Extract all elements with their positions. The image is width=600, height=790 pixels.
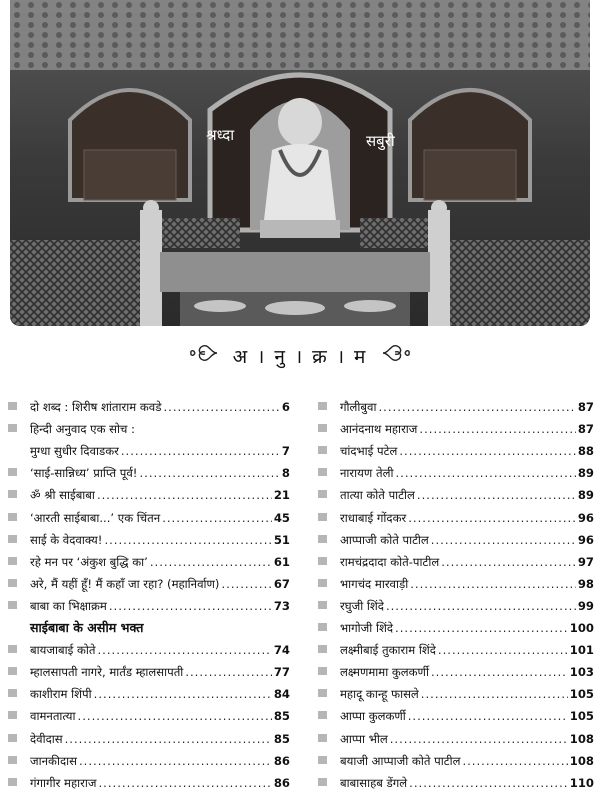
bullet-square-icon [318,734,327,742]
dot-leader [139,466,279,480]
entry-title: लक्ष्मणमामा कुलकर्णी [340,665,429,680]
entry-title: साई के वेदवाक्य! [30,532,103,547]
entry-title: महादू कान्हू फासले [340,687,419,702]
inscription-shraddha: श्रध्दा [206,126,235,144]
inscription-saburi: सबुरी [366,132,395,150]
bullet-square-icon [8,689,17,697]
entry-title: आप्पा कुलकर्णी [340,709,406,724]
dot-leader [94,687,272,701]
bullet-square-icon [8,468,17,476]
entry-page-number: 88 [577,444,594,459]
toc-entry [318,613,594,635]
dot-leader [104,533,271,547]
entry-title: देवीदास [30,731,63,746]
entry-page-number: 7 [281,444,290,459]
entry-page-number: 99 [577,598,594,613]
entry-title: ‘आरती साईबाबा...’ एक चिंतन [30,510,161,525]
toc-entry [318,768,594,790]
bullet-square-icon [8,579,17,587]
dot-leader [408,709,568,723]
entry-title: गौलीबुवा [340,400,377,415]
entry-title: बयाजी आप्पाजी कोते पाटील [340,753,461,768]
entry-page-number: 96 [577,510,594,525]
entry-page-number: 89 [577,488,594,503]
entry-page-number: 89 [577,466,594,481]
toc-entry [8,569,290,591]
entry-page-number: 8 [281,466,290,481]
toc-entry [318,392,594,414]
toc-entry [318,591,594,613]
entry-page-number: 21 [273,488,290,503]
toc-entry [318,635,594,657]
toc-entry [318,569,594,591]
dot-leader [78,709,272,723]
section-heading: साईबाबा के असीम भक्त [30,620,144,636]
dot-leader [65,732,272,746]
entry-page-number: 101 [569,643,594,658]
bullet-square-icon [318,778,327,786]
dot-leader [185,665,272,679]
toc-entry [8,723,290,745]
toc-entry [318,480,594,502]
entry-page-number: 84 [273,687,290,702]
shrine-photo [10,0,590,326]
toc-entry [318,414,594,436]
bullet-square-icon [318,402,327,410]
dot-leader [162,511,272,525]
bullet-square-icon [8,756,17,764]
dot-leader [378,400,575,414]
bullet-square-icon [8,667,17,675]
dot-leader [438,643,568,657]
toc-entry [8,458,290,480]
toc-entry [8,547,290,569]
dot-leader [97,643,271,657]
entry-title: जानकीदास [30,753,77,768]
entry-page-number: 110 [569,775,594,790]
bullet-square-icon [8,513,17,521]
entry-title: आनंदनाथ महाराज [340,422,418,437]
entry-title: बाबासाहब डेंगले [340,775,408,790]
dot-leader [98,776,271,790]
bullet-square-icon [8,535,17,543]
entry-title: म्हालसापती नागरे, मार्तंड म्हालसापती [30,665,184,680]
dot-leader [97,488,272,502]
dot-leader [79,754,272,768]
dot-leader [121,444,280,458]
bullet-square-icon [8,645,17,653]
entry-title: ॐ श्री साईबाबा [30,488,95,503]
toc-right-column [318,392,594,790]
dot-leader [431,533,576,547]
dot-leader [431,665,568,679]
toc-entry [8,679,290,701]
toc-entry [318,547,594,569]
entry-title: वामनतात्या [30,709,76,724]
bullet-square-icon [318,756,327,764]
bullet-square-icon [318,468,327,476]
entry-title: आप्पा भील [340,731,388,746]
dot-leader [221,577,271,591]
entry-page-number: 85 [273,731,290,746]
toc-entry [8,525,290,547]
bullet-square-icon [8,711,17,719]
toc-entry [318,458,594,480]
toc-entry [8,591,290,613]
dot-leader [409,776,568,790]
toc-entry [8,768,290,790]
dot-leader [390,732,568,746]
dot-leader [421,687,568,701]
entry-title: गंगागीर महाराज [30,775,97,790]
contents-title-text: अ । नु । क्र । म [232,345,368,368]
entry-page-number: 86 [273,753,290,768]
entry-title: दो शब्द : शिरीष शांताराम कवडे [30,400,162,415]
toc-entry [318,701,594,723]
bullet-square-icon [318,623,327,631]
entry-title: मुग्धा सुधीर दिवाडकर [30,444,119,459]
toc-entry [8,436,290,458]
entry-page-number: 100 [569,621,594,636]
bullet-square-icon [318,645,327,653]
toc-entry [8,502,290,524]
dot-leader [395,621,568,635]
toc-entry [8,414,290,436]
toc-entry [8,746,290,768]
entry-title: भागोजी शिंदे [340,621,394,636]
bullet-square-icon [8,557,17,565]
toc-entry [8,613,290,635]
entry-page-number: 51 [273,532,290,547]
left-ornament-icon [189,340,219,371]
bullet-square-icon [8,490,17,498]
dot-leader [441,555,576,569]
bullet-square-icon [318,689,327,697]
bullet-square-icon [318,513,327,521]
dot-leader [395,466,575,480]
bullet-square-icon [8,601,17,609]
entry-title: रहे मन पर ‘अंकुश बुद्धि का’ [30,554,148,569]
entry-title: लक्ष्मीबाई तुकाराम शिंदे [340,643,436,658]
toc-entry [8,635,290,657]
toc-entry [8,480,290,502]
toc-entry [318,679,594,701]
entry-page-number: 45 [273,510,290,525]
bullet-square-icon [318,557,327,565]
toc-entry [318,746,594,768]
dot-leader [417,488,576,502]
entry-title: आप्पाजी कोते पाटील [340,532,429,547]
entry-title: चांदभाई पटेल [340,444,398,459]
toc-entry [8,392,290,414]
bullet-square-icon [318,490,327,498]
toc-left-column [8,392,290,790]
bullet-square-icon [8,778,17,786]
entry-page-number: 96 [577,532,594,547]
entry-title: बाबा का भिक्षाक्रम [30,598,107,613]
bullet-square-icon [318,601,327,609]
entry-title: अरे, मैं यहीं हूँ! मैं कहाँ जा रहा? (महानिर्वाण) [30,576,220,591]
toc-entry [318,525,594,547]
right-ornament-icon [381,340,411,371]
toc-entry [318,657,594,679]
contents-title [0,340,600,376]
entry-page-number: 86 [273,775,290,790]
dot-leader [150,555,272,569]
entry-title: काशीराम शिंपी [30,687,92,702]
dot-leader [386,599,576,613]
entry-title: रघुजी शिंदे [340,598,384,613]
entry-title: ‘साई-सान्निध्य’ प्राप्ति पूर्व! [30,466,138,481]
entry-page-number: 97 [577,554,594,569]
bullet-square-icon [318,667,327,675]
dot-leader [419,422,575,436]
dot-leader [462,754,567,768]
toc-entry [318,723,594,745]
entry-title: बायजाबाई कोते [30,643,96,658]
entry-page-number: 108 [569,753,594,768]
entry-page-number: 85 [273,709,290,724]
entry-page-number: 67 [273,576,290,591]
dot-leader [109,599,272,613]
toc-entry [8,657,290,679]
entry-page-number: 103 [569,665,594,680]
entry-title: नारायण तेली [340,466,394,481]
entry-page-number: 108 [569,731,594,746]
entry-page-number: 77 [273,665,290,680]
toc-entry [318,502,594,524]
entry-page-number: 74 [273,643,290,658]
bullet-square-icon [318,424,327,432]
entry-title: भागचंद मारवाड़ी [340,576,409,591]
entry-page-number: 105 [569,687,594,702]
entry-title: तात्या कोते पाटील [340,488,415,503]
bullet-square-icon [8,734,17,742]
dot-leader [408,511,576,525]
entry-page-number: 73 [273,598,290,613]
entry-title: राधाबाई गोंदकर [340,510,407,525]
bullet-square-icon [8,424,17,432]
entry-title: रामचंद्रदादा कोते-पाटील [340,554,440,569]
bullet-square-icon [318,535,327,543]
entry-page-number: 98 [577,576,594,591]
entry-page-number: 105 [569,709,594,724]
bullet-square-icon [8,402,17,410]
dot-leader [410,577,576,591]
dot-leader [163,400,279,414]
entry-page-number: 61 [273,554,290,569]
bullet-square-icon [318,579,327,587]
entry-page-number: 87 [577,400,594,415]
bullet-square-icon [318,711,327,719]
toc-entry [318,436,594,458]
dot-leader [399,444,576,458]
entry-page-number: 6 [281,400,290,415]
entry-page-number: 87 [577,422,594,437]
bullet-square-icon [318,446,327,454]
toc-entry [8,701,290,723]
entry-title: हिन्दी अनुवाद एक सोच : [30,422,135,437]
